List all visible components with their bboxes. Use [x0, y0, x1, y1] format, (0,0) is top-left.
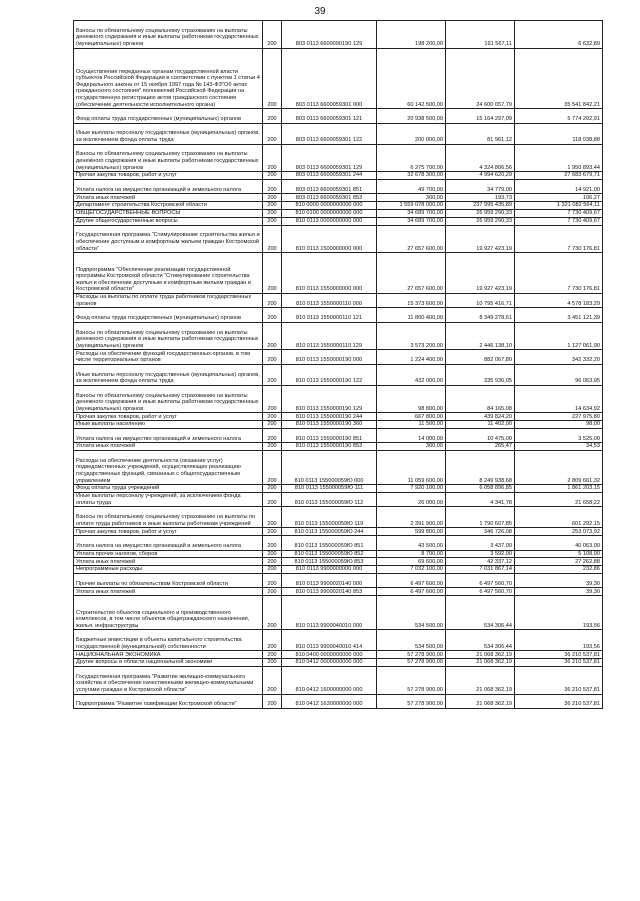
- row-exec: 24 600 657,79: [446, 48, 515, 109]
- row-plan: 27 657 600,00: [377, 253, 446, 294]
- row-rest: 106,27: [515, 194, 603, 202]
- row-rest: 36 210 537,81: [515, 667, 603, 695]
- row-plan: 57 278 900,00: [377, 694, 446, 708]
- row-rest: 1 861 203,15: [515, 485, 603, 493]
- table-row: [74, 528, 603, 536]
- row-exec: 346 726,08: [446, 528, 515, 536]
- table-row: [74, 667, 603, 695]
- row-rest: 98,00: [515, 421, 603, 429]
- row-name: Прочая закупка товаров, работ и услуг: [74, 413, 263, 421]
- table-row: [74, 413, 603, 421]
- row-code: 200: [263, 485, 282, 493]
- row-exec: 10 795 416,71: [446, 293, 515, 307]
- row-code: 200: [263, 507, 282, 528]
- row-rest: 253 073,92: [515, 528, 603, 536]
- row-plan: 6 497 600,00: [377, 574, 446, 588]
- row-exec: 8 349 278,61: [446, 308, 515, 322]
- row-code: 200: [263, 451, 282, 485]
- row-rest: 36 210 537,81: [515, 694, 603, 708]
- row-kbk: 803 0113 6600059301 244: [282, 172, 377, 180]
- row-code: 200: [263, 293, 282, 307]
- row-plan: 300,00: [377, 194, 446, 202]
- row-kbk: 810 0113 1550000190 129: [282, 385, 377, 413]
- row-plan: 57 278 900,00: [377, 659, 446, 667]
- row-code: 200: [263, 385, 282, 413]
- row-kbk: 810 0113 155000059Ю 853: [282, 558, 377, 566]
- row-kbk: 810 0113 155000059Ю 852: [282, 550, 377, 558]
- row-plan: 6 497 600,00: [377, 588, 446, 596]
- row-name: Взносы по обязательному социальному страхованию на выплаты денежного содержания и иные выплаты работникам государственных (муниципальных) органов: [74, 21, 263, 49]
- row-exec: 19 927 423,19: [446, 253, 515, 294]
- row-plan: 15 373 600,00: [377, 293, 446, 307]
- row-name: Государственная программа "Развитие жилищно-коммунального хозяйства и обеспечение качественными жилищно-коммунальными услугами граждан в Костромской области": [74, 667, 263, 695]
- row-plan: 34 689 700,00: [377, 209, 446, 217]
- row-rest: 193,56: [515, 596, 603, 630]
- row-plan: 3 573 200,00: [377, 322, 446, 350]
- table-row: [74, 350, 603, 364]
- row-rest: 1 127 061,90: [515, 322, 603, 350]
- row-plan: 57 278 900,00: [377, 651, 446, 659]
- row-kbk: 810 0412 0000000000 000: [282, 659, 377, 667]
- row-plan: 8 700,00: [377, 550, 446, 558]
- row-rest: 21 658,22: [515, 493, 603, 507]
- row-name: Департамент строительства Костромской области: [74, 202, 263, 210]
- row-code: 200: [263, 209, 282, 217]
- row-plan: 60 142 500,00: [377, 48, 446, 109]
- row-name: ОБЩЕГОСУДАРСТВЕННЫЕ ВОПРОСЫ: [74, 209, 263, 217]
- table-row: [74, 566, 603, 574]
- row-exec: 6 497 560,70: [446, 574, 515, 588]
- table-row: [74, 588, 603, 596]
- row-kbk: 810 0113 155000059Ю 119: [282, 507, 377, 528]
- row-code: 200: [263, 651, 282, 659]
- row-plan: 27 657 600,00: [377, 225, 446, 253]
- row-exec: 34 779,00: [446, 179, 515, 193]
- row-code: 200: [263, 350, 282, 364]
- row-name: Иные выплаты населению: [74, 421, 263, 429]
- row-rest: 3 451 121,39: [515, 308, 603, 322]
- row-kbk: 810 0113 9900040010 414: [282, 630, 377, 651]
- table-row: [74, 109, 603, 123]
- row-rest: 14 634,92: [515, 385, 603, 413]
- table-row: [74, 659, 603, 667]
- row-plan: 11 800 400,00: [377, 308, 446, 322]
- row-code: 200: [263, 225, 282, 253]
- row-name: Иные выплаты персоналу учреждений, за исключением фонда оплаты труда: [74, 493, 263, 507]
- row-kbk: 810 0113 155000059Ю 111: [282, 485, 377, 493]
- row-exec: 19 927 423,19: [446, 225, 515, 253]
- table-row: [74, 217, 603, 225]
- row-kbk: 810 0000 0000000000 000: [282, 202, 377, 210]
- row-exec: 84 165,08: [446, 385, 515, 413]
- row-exec: 6 497 560,70: [446, 588, 515, 596]
- row-plan: 49 700,00: [377, 179, 446, 193]
- row-name: Подпрограмма "Обеспечение реализации государственной программы Костромской области "Стимулирование строительства жилья и обеспечение доступным и комфортным жильем граждан в Костромской области": [74, 253, 263, 294]
- row-code: 200: [263, 364, 282, 385]
- table-row: [74, 179, 603, 193]
- row-plan: 26 000,00: [377, 493, 446, 507]
- row-kbk: 810 0100 0000000000 000: [282, 209, 377, 217]
- row-exec: 237 995 435,89: [446, 202, 515, 210]
- table-row: [74, 694, 603, 708]
- table-row: [74, 421, 603, 429]
- row-code: 200: [263, 536, 282, 550]
- row-name: Непрограммные расходы: [74, 566, 263, 574]
- row-name: Взносы по обязательному социальному страхованию на выплаты денежного содержания и иные выплаты работникам государственных (муниципальных) органов: [74, 144, 263, 172]
- row-code: 200: [263, 550, 282, 558]
- row-name: Взносы по обязательному социальному страхованию на выплаты по оплате труда работников и иные выплаты работникам учреждений: [74, 507, 263, 528]
- row-exec: 4 324 806,56: [446, 144, 515, 172]
- row-name: Уплата иных платежей: [74, 194, 263, 202]
- row-name: Иные выплаты персоналу государственных (муниципальных) органов, за исключением фонда оплаты труда: [74, 364, 263, 385]
- row-exec: 26 959 290,33: [446, 209, 515, 217]
- row-rest: 2 809 661,32: [515, 451, 603, 485]
- row-rest: 27 262,88: [515, 558, 603, 566]
- row-exec: 265,47: [446, 443, 515, 451]
- table-row: [74, 308, 603, 322]
- row-plan: 300,00: [377, 443, 446, 451]
- row-plan: 32 678 300,00: [377, 172, 446, 180]
- row-plan: 534 500,00: [377, 630, 446, 651]
- row-exec: 534 306,44: [446, 596, 515, 630]
- row-kbk: 810 0113 155000059Ю 851: [282, 536, 377, 550]
- row-code: 200: [263, 588, 282, 596]
- row-kbk: 810 0113 1550000190 851: [282, 428, 377, 442]
- row-kbk: 810 0113 155000059Ю 244: [282, 528, 377, 536]
- row-name: Осуществление переданных органам государственной власти субъектов Российской Федерации в соответствии с пунктом 1 статьи 4 Федерального закона от 15 ноября 1997 года № 143-ФЗ"Об актах гражданского состояния" полномочий Российской Федерации на государственную регистрацию актов гражданского состояния (обеспечение деятельности исполнительного органа): [74, 48, 263, 109]
- row-code: 200: [263, 493, 282, 507]
- row-rest: 227 975,80: [515, 413, 603, 421]
- row-kbk: 810 0412 1600000000 000: [282, 667, 377, 695]
- row-rest: 36 210 537,81: [515, 651, 603, 659]
- row-code: 200: [263, 144, 282, 172]
- row-code: 200: [263, 566, 282, 574]
- table-row: [74, 558, 603, 566]
- row-plan: 599 800,00: [377, 528, 446, 536]
- row-exec: 42 337,12: [446, 558, 515, 566]
- row-exec: 26 959 290,33: [446, 217, 515, 225]
- row-code: 200: [263, 217, 282, 225]
- table-row: [74, 596, 603, 630]
- row-rest: 27 683 679,71: [515, 172, 603, 180]
- table-row: [74, 385, 603, 413]
- table-row: [74, 574, 603, 588]
- row-rest: 96 063,95: [515, 364, 603, 385]
- row-code: 200: [263, 308, 282, 322]
- row-exec: 335 936,05: [446, 364, 515, 385]
- row-name: Уплата налога на имущество организаций и земельного налога: [74, 179, 263, 193]
- row-exec: 3 437,00: [446, 536, 515, 550]
- row-code: 200: [263, 443, 282, 451]
- row-code: 200: [263, 322, 282, 350]
- row-code: 200: [263, 428, 282, 442]
- row-kbk: 803 0113 6600059301 122: [282, 123, 377, 144]
- row-exec: 191 567,11: [446, 21, 515, 49]
- row-exec: 21 068 362,19: [446, 667, 515, 695]
- row-rest: 232,86: [515, 566, 603, 574]
- row-exec: 4 341,78: [446, 493, 515, 507]
- table-row: [74, 202, 603, 210]
- row-kbk: 810 0113 1550000190 122: [282, 364, 377, 385]
- row-exec: 882 067,80: [446, 350, 515, 364]
- row-kbk: 810 0113 1550000190 360: [282, 421, 377, 429]
- row-plan: 20 938 500,00: [377, 109, 446, 123]
- row-name: Уплата прочих налогов, сборов: [74, 550, 263, 558]
- row-name: Расходы на выплаты по оплате труда работников государственных органов: [74, 293, 263, 307]
- row-kbk: 803 0113 6600059301 121: [282, 109, 377, 123]
- row-rest: 1 321 082 564,11: [515, 202, 603, 210]
- row-code: 200: [263, 558, 282, 566]
- table-row: [74, 651, 603, 659]
- row-code: 200: [263, 202, 282, 210]
- row-exec: 21 068 362,19: [446, 651, 515, 659]
- row-code: 200: [263, 172, 282, 180]
- row-exec: 6 058 896,85: [446, 485, 515, 493]
- row-plan: 6 275 700,00: [377, 144, 446, 172]
- row-rest: 40 063,00: [515, 536, 603, 550]
- row-rest: 14 921,00: [515, 179, 603, 193]
- row-rest: 39,30: [515, 588, 603, 596]
- row-rest: 7 730 409,67: [515, 209, 603, 217]
- row-name: Уплата налога на имущество организаций и земельного налога: [74, 536, 263, 550]
- table-row: [74, 144, 603, 172]
- row-plan: 2 391 900,00: [377, 507, 446, 528]
- row-exec: 2 446 138,10: [446, 322, 515, 350]
- row-code: 200: [263, 667, 282, 695]
- row-name: Другие вопросы в области национальной экономики: [74, 659, 263, 667]
- row-plan: 534 500,00: [377, 596, 446, 630]
- row-name: Строительство объектов социального и производственного комплексов, в том числе объектов общегражданского назначения, жилья, инфраструктуры: [74, 596, 263, 630]
- table-row: [74, 485, 603, 493]
- table-row: [74, 550, 603, 558]
- row-code: 200: [263, 179, 282, 193]
- row-kbk: 810 0113 1550000190 853: [282, 443, 377, 451]
- row-kbk: 810 0113 1500000000 000: [282, 225, 377, 253]
- row-rest: 34,53: [515, 443, 603, 451]
- table-row: [74, 630, 603, 651]
- row-code: 200: [263, 123, 282, 144]
- row-name: Прочая закупка товаров, работ и услуг: [74, 528, 263, 536]
- row-name: Фонд оплаты труда государственных (муниципальных) органов: [74, 308, 263, 322]
- row-plan: 11 059 600,00: [377, 451, 446, 485]
- row-kbk: 810 0113 155000059Ю 000: [282, 451, 377, 485]
- row-kbk: 810 0113 155000059Ю 112: [282, 493, 377, 507]
- table-row: [74, 451, 603, 485]
- row-kbk: 810 0412 1630000000 000: [282, 694, 377, 708]
- row-kbk: 810 0400 0000000000 000: [282, 651, 377, 659]
- row-rest: 193,56: [515, 630, 603, 651]
- row-name: Подпрограмма "Развитие газификации Костромской области": [74, 694, 263, 708]
- table-row: [74, 225, 603, 253]
- table-row: [74, 493, 603, 507]
- row-kbk: 810 0113 1550000190 000: [282, 350, 377, 364]
- table-row: [74, 21, 603, 49]
- row-rest: 601 292,15: [515, 507, 603, 528]
- row-code: 200: [263, 48, 282, 109]
- table-row: [74, 536, 603, 550]
- table-row: [74, 507, 603, 528]
- row-plan: 7 920 100,00: [377, 485, 446, 493]
- row-plan: 432 000,00: [377, 364, 446, 385]
- row-rest: 39,30: [515, 574, 603, 588]
- row-exec: 193,73: [446, 194, 515, 202]
- row-exec: 534 306,44: [446, 630, 515, 651]
- row-name: Фонд оплаты труда государственных (муниципальных) органов: [74, 109, 263, 123]
- table-row: [74, 428, 603, 442]
- row-code: 200: [263, 253, 282, 294]
- row-exec: 21 068 362,19: [446, 694, 515, 708]
- row-exec: 1 790 607,85: [446, 507, 515, 528]
- row-plan: 7 032 100,00: [377, 566, 446, 574]
- row-name: Взносы по обязательному социальному страхованию на выплаты денежного содержания и иные выплаты работникам государственных (муниципальных) органов: [74, 322, 263, 350]
- row-rest: 7 730 176,81: [515, 253, 603, 294]
- row-kbk: 803 0113 6600090190 129: [282, 21, 377, 49]
- row-name: НАЦИОНАЛЬНАЯ ЭКОНОМИКА: [74, 651, 263, 659]
- table-row: [74, 443, 603, 451]
- row-kbk: 810 0113 1550000110 121: [282, 308, 377, 322]
- row-name: Уплата иных платежей: [74, 588, 263, 596]
- row-exec: 439 824,20: [446, 413, 515, 421]
- row-rest: 7 730 176,81: [515, 225, 603, 253]
- row-exec: 21 068 362,19: [446, 659, 515, 667]
- row-rest: 6 632,89: [515, 21, 603, 49]
- row-plan: 98 800,00: [377, 385, 446, 413]
- row-exec: 3 592,00: [446, 550, 515, 558]
- table-row: [74, 322, 603, 350]
- row-name: Расходы на обеспечение деятельности (оказание услуг) подведомственных учреждений, осуществляющих реализацию государственных функций, связанных с общегосударственным управлением: [74, 451, 263, 485]
- row-plan: 198 200,00: [377, 21, 446, 49]
- row-exec: 11 402,00: [446, 421, 515, 429]
- row-exec: 7 031 867,14: [446, 566, 515, 574]
- row-plan: 14 000,00: [377, 428, 446, 442]
- row-kbk: 810 0113 1550000110 129: [282, 322, 377, 350]
- row-plan: 200 000,00: [377, 123, 446, 144]
- row-kbk: 810 0113 9900000000 000: [282, 566, 377, 574]
- row-code: 200: [263, 694, 282, 708]
- row-code: 200: [263, 413, 282, 421]
- row-code: 200: [263, 21, 282, 49]
- row-rest: 1 950 893,44: [515, 144, 603, 172]
- row-kbk: 803 0113 6600059301 000: [282, 48, 377, 109]
- row-name: Прочая закупка товаров, работ и услуг: [74, 172, 263, 180]
- row-kbk: 803 0113 6600059301 129: [282, 144, 377, 172]
- table-row: [74, 194, 603, 202]
- row-kbk: 810 0113 0000000000 000: [282, 217, 377, 225]
- row-kbk: 810 0113 9900020140 000: [282, 574, 377, 588]
- row-rest: 36 210 537,81: [515, 659, 603, 667]
- table-row: [74, 48, 603, 109]
- row-exec: 8 249 938,68: [446, 451, 515, 485]
- row-exec: 15 164 297,09: [446, 109, 515, 123]
- row-name: Прочие выплаты по обязательствам Костромской области: [74, 574, 263, 588]
- table-row: [74, 123, 603, 144]
- row-plan: 1 559 078 000,00: [377, 202, 446, 210]
- row-plan: 11 500,00: [377, 421, 446, 429]
- row-exec: 10 475,00: [446, 428, 515, 442]
- row-rest: 4 578 183,29: [515, 293, 603, 307]
- row-rest: 118 038,88: [515, 123, 603, 144]
- row-plan: 34 689 700,00: [377, 217, 446, 225]
- table-row: [74, 209, 603, 217]
- row-rest: 5 108,00: [515, 550, 603, 558]
- row-code: 200: [263, 596, 282, 630]
- row-kbk: 810 0113 9900020140 853: [282, 588, 377, 596]
- row-code: 200: [263, 630, 282, 651]
- row-name: Бюджетные инвестиции в объекты капитального строительства государственной (муниципальной) собственности: [74, 630, 263, 651]
- row-plan: 69 600,00: [377, 558, 446, 566]
- table-row: [74, 253, 603, 294]
- row-kbk: 810 0113 1550000110 000: [282, 293, 377, 307]
- row-name: Расходы на обеспечение функций государственных органов, в том числе территориальных органов: [74, 350, 263, 364]
- row-plan: 57 278 900,00: [377, 667, 446, 695]
- row-kbk: 803 0113 6600059301 851: [282, 179, 377, 193]
- row-code: 200: [263, 109, 282, 123]
- budget-table: [73, 20, 603, 709]
- row-rest: 342 332,20: [515, 350, 603, 364]
- table-row: [74, 293, 603, 307]
- row-rest: 3 525,00: [515, 428, 603, 442]
- row-name: Фонд оплаты труда учреждений: [74, 485, 263, 493]
- row-rest: 7 730 409,67: [515, 217, 603, 225]
- row-code: 200: [263, 421, 282, 429]
- table-row: [74, 364, 603, 385]
- row-name: Уплата иных платежей: [74, 558, 263, 566]
- row-code: 200: [263, 194, 282, 202]
- row-kbk: 810 0113 9900040010 000: [282, 596, 377, 630]
- row-kbk: 810 0113 1550000000 000: [282, 253, 377, 294]
- row-rest: 5 774 202,91: [515, 109, 603, 123]
- row-plan: 43 500,00: [377, 536, 446, 550]
- row-plan: 667 800,00: [377, 413, 446, 421]
- row-name: Уплата налога на имущество организаций и земельного налога: [74, 428, 263, 442]
- row-code: 200: [263, 528, 282, 536]
- row-code: 200: [263, 574, 282, 588]
- row-name: Взносы по обязательному социальному страхованию на выплаты денежного содержания и иные выплаты работникам государственных (муниципальных) органов: [74, 385, 263, 413]
- page-number: 39: [314, 6, 326, 17]
- row-name: Уплата иных платежей: [74, 443, 263, 451]
- row-kbk: 810 0113 1550000190 244: [282, 413, 377, 421]
- row-code: 200: [263, 659, 282, 667]
- row-rest: 35 541 842,21: [515, 48, 603, 109]
- row-name: Иные выплаты персоналу государственных (муниципальных) органов, за исключением фонда оплаты труда: [74, 123, 263, 144]
- row-exec: 81 961,12: [446, 123, 515, 144]
- row-kbk: 803 0113 6600059301 853: [282, 194, 377, 202]
- row-name: Государственная программа "Стимулирование строительства жилья и обеспечение доступным и комфортным жильем граждан Костромской области": [74, 225, 263, 253]
- row-exec: 4 994 620,29: [446, 172, 515, 180]
- row-name: Другие общегосударственные вопросы: [74, 217, 263, 225]
- table-row: [74, 172, 603, 180]
- row-plan: 1 224 400,00: [377, 350, 446, 364]
